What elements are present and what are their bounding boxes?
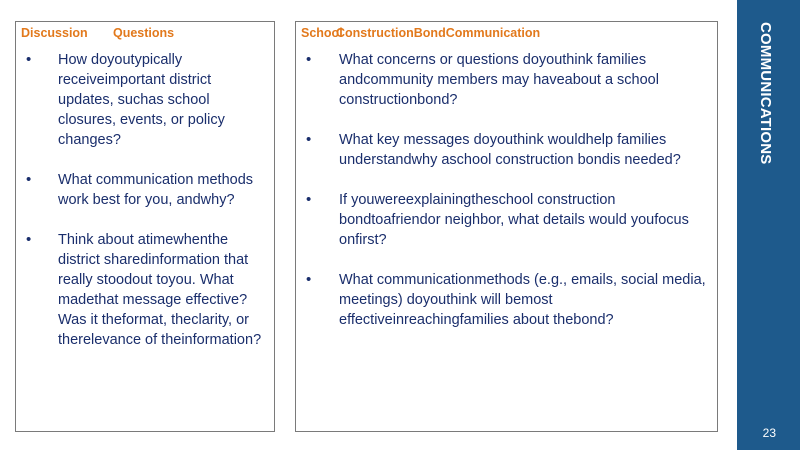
- bullet-icon: •: [26, 171, 32, 188]
- question-text: What communication methods work best for you, andwhy?: [58, 172, 254, 208]
- page-number: 23: [762, 426, 776, 440]
- bullet-icon: •: [26, 231, 32, 248]
- title-word-2: ConstructionBondCommunication: [336, 26, 541, 40]
- bond-communication-title: [301, 26, 540, 40]
- question-text: What concerns or questions doyouthink families andcommunity members may haveabout a school constructionbond?: [339, 52, 659, 108]
- list-item: [16, 170, 271, 210]
- bond-communication-panel: [295, 21, 718, 432]
- question-text: If youwereexplainingtheschool construction bondtoafriendor neighbor, what details would youfocus onfirst?: [339, 192, 689, 248]
- title-word-1: Discussion: [21, 26, 88, 40]
- bullet-icon: •: [26, 51, 32, 68]
- list-item: [16, 230, 271, 350]
- question-text: What communicationmethods (e.g., emails, social media, meetings) doyouthink will bemost effectiveinreachingfamilies about thebond?: [339, 272, 706, 328]
- bullet-icon: •: [306, 51, 312, 68]
- section-label: COMMUNICATIONS: [757, 22, 774, 165]
- list-item: [296, 130, 716, 170]
- list-item: [296, 50, 716, 110]
- list-item: [16, 50, 271, 150]
- bond-question-list: [296, 50, 716, 350]
- question-text: What key messages doyouthink wouldhelp families understandwhy aschool construction bondis needed?: [339, 132, 681, 168]
- bullet-icon: •: [306, 191, 312, 208]
- bullet-icon: •: [306, 131, 312, 148]
- title-word-1: School: [301, 26, 343, 40]
- question-text: Think about atimewhenthe district sharedinformation that really stoodout toyou. What madethat message effective?Was it theformat, theclarity, or therelevance of theinformation?: [58, 232, 262, 348]
- list-item: [296, 190, 716, 250]
- section-sidebar: [737, 0, 800, 450]
- discussion-questions-title: [21, 26, 174, 40]
- bullet-icon: •: [306, 271, 312, 288]
- question-text: How doyoutypically receiveimportant district updates, suchas school closures, events, or policy changes?: [58, 52, 225, 148]
- discussion-question-list: [16, 50, 271, 370]
- list-item: [296, 270, 716, 330]
- title-word-2: Questions: [113, 26, 175, 40]
- discussion-questions-panel: [15, 21, 275, 432]
